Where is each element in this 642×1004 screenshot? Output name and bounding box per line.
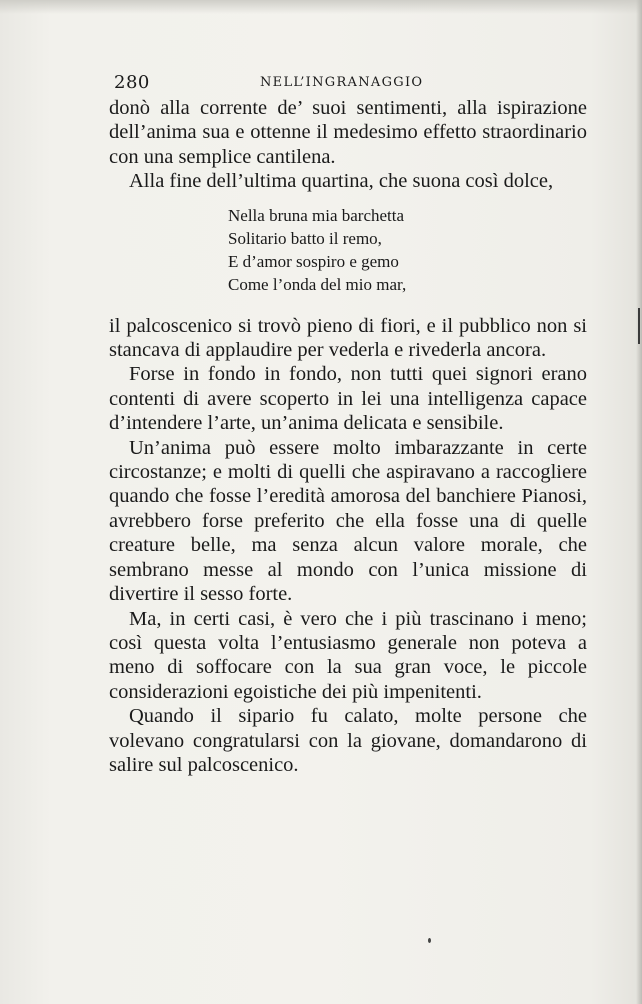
paragraph-after-verse: il palcoscenico si trovò pieno di fiori, e il pubblico non si stancava di applaudire per vederla e rivederla ancora.: [109, 314, 587, 362]
edge-mark: [638, 308, 640, 344]
verse-line: Solitario batto il remo,: [228, 228, 382, 248]
paragraph-verse-intro: Alla fine dell’ultima quartina, che suona così dolce,: [129, 170, 554, 193]
body-text: [109, 96, 587, 777]
paragraph: Forse in fondo in fondo, non tutti quei signori erano contenti di avere scoperto in lei una intelligenza capace d’intendere l’arte, un’anima delicata e sensibile.: [109, 363, 587, 435]
paragraph: Quando il sipario fu calato, molte persone che volevano congratularsi con la giovane, domandarono di salire sul palcoscenico.: [109, 705, 587, 776]
running-head: [111, 72, 587, 94]
page-top-shadow: [0, 0, 642, 14]
page-right-shadow: [636, 0, 642, 1004]
running-title: NELL’INGRANAGGIO: [260, 75, 424, 90]
paper-speck: [428, 938, 431, 943]
verse-quatrain: [228, 204, 587, 296]
verse-line: Nella bruna mia barchetta: [228, 205, 405, 225]
paragraph: Un’anima può essere molto imbarazzante in certe circostanze; e molti di quelli che aspiravano a raccogliere quando che fosse l’eredità amorosa del banchiere Pianosi, avrebbero forse preferito che ella fosse una di quelle creature belle, ma senza alcun valore morale, che sembrano messe al mondo con l’unica missione di divertire il sesso forte.: [109, 436, 587, 606]
paragraph: Ma, in certi casi, è vero che i più trascinano i meno; così questa volta l’entusiasmo generale non poteva a meno di soffocare con la sua gran voce, le piccole considerazioni egoistiche dei più impenitenti.: [109, 607, 587, 703]
verse-line: E d’amor sospiro e gemo: [228, 251, 399, 271]
paragraph-continuation: donò alla corrente de’ suoi sentimenti, alla ispirazione dell’anima sua e ottenne il medesimo effetto straordinario con una semplice cantilena.: [109, 97, 587, 168]
page-number: 280: [114, 72, 150, 93]
verse-line: Come l’onda del mio mar,: [228, 274, 407, 294]
